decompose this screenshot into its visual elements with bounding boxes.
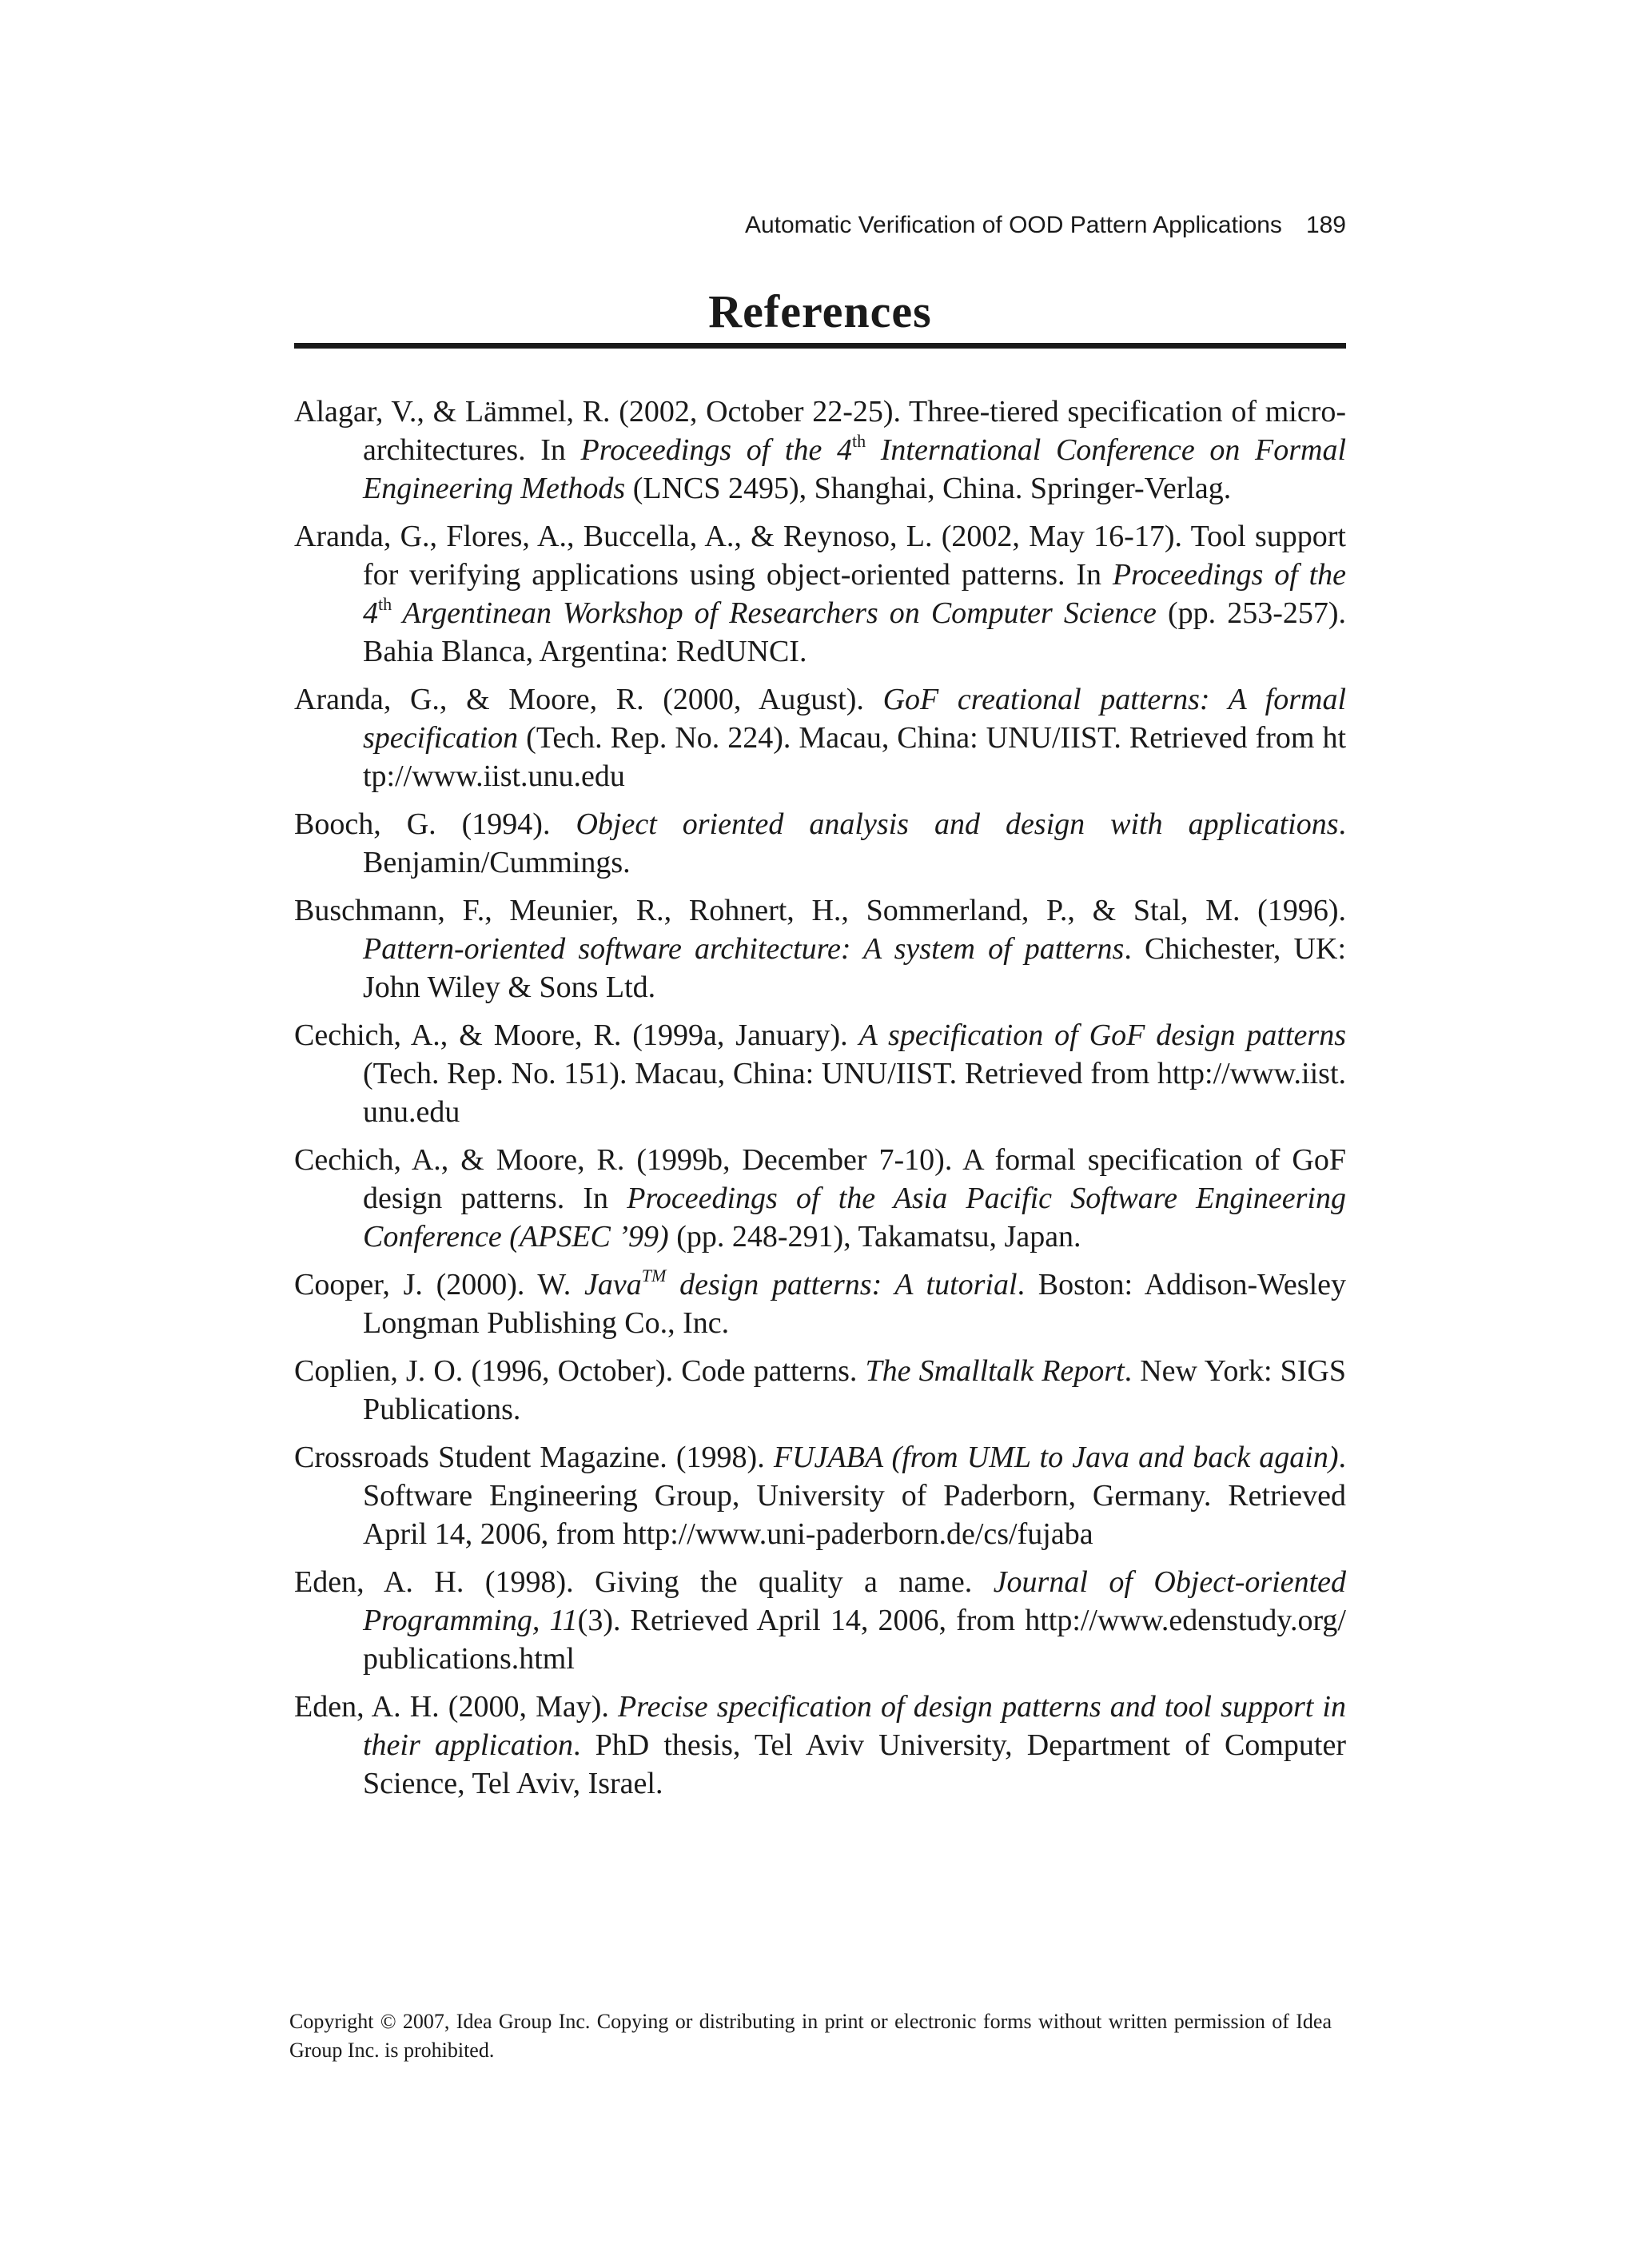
reference-italic: Proceedings of the 4 bbox=[580, 433, 852, 467]
reference-italic: Journal of Object-oriented Programming, 11 bbox=[363, 1565, 1346, 1637]
trademark-superscript: TM bbox=[641, 1266, 667, 1286]
reference-italic: Object oriented analysis and design with applications bbox=[576, 807, 1339, 841]
reference-url: http://www.iist.unu.edu bbox=[363, 721, 1346, 793]
title-rule bbox=[294, 343, 1346, 349]
reference-italic: International Conference on Formal Engineering Methods bbox=[363, 433, 1346, 505]
reference-italic: Precise specification of design patterns and tool support in their application bbox=[363, 1690, 1346, 1762]
reference-entry bbox=[294, 1016, 1346, 1131]
reference-superscript: th bbox=[378, 594, 392, 615]
reference-italic: design patterns: A tutorial bbox=[666, 1268, 1018, 1301]
reference-entry bbox=[294, 891, 1346, 1006]
reference-italic: Pattern-oriented software architecture: A system of patterns bbox=[363, 932, 1125, 966]
reference-entry bbox=[294, 1688, 1346, 1803]
reference-italic: Proceedings of the 4 bbox=[363, 558, 1347, 630]
running-head-title: Automatic Verification of OOD Pattern Applications bbox=[744, 212, 1282, 238]
reference-text: Crossroads Student Magazine. (1998). bbox=[294, 1441, 774, 1474]
reference-text: (Tech. Rep. No. 224). Macau, China: UNU/IIST. Retrieved from bbox=[518, 721, 1323, 755]
reference-text: Cechich, A., & Moore, R. (1999b, December 7-10). A formal specification of GoF design patterns. In bbox=[294, 1143, 1346, 1215]
reference-entry bbox=[294, 680, 1346, 795]
reference-url: http://www.edenstudy.org/publications.html bbox=[363, 1604, 1346, 1676]
reference-text: (Tech. Rep. No. 151). Macau, China: UNU/IIST. Retrieved from bbox=[363, 1057, 1157, 1090]
reference-text: (pp. 248-291), Takamatsu, Japan. bbox=[668, 1220, 1081, 1254]
reference-text: . Chichester, UK: John Wiley & Sons Ltd. bbox=[363, 932, 1346, 1004]
reference-italic: GoF creational patterns: A formal specification bbox=[363, 683, 1347, 755]
reference-url: http://www.uni-paderborn.de/cs/fujaba bbox=[623, 1517, 1093, 1551]
reference-text: Alagar, V., & Lämmel, R. (2002, October 22-25). Three-tiered specification of micro-architectures. In bbox=[294, 395, 1346, 467]
reference-text: Eden, A. H. (1998). Giving the quality a name. bbox=[294, 1565, 994, 1599]
reference-text: Cooper, J. (2000). W. bbox=[294, 1268, 585, 1301]
section-title: References bbox=[708, 285, 932, 337]
reference-text: . New York: SIGS Publications. bbox=[363, 1354, 1346, 1426]
reference-text: (LNCS 2495), Shanghai, China. Springer-Verlag. bbox=[625, 472, 1232, 505]
reference-italic: Java bbox=[584, 1268, 642, 1301]
reference-text: (3). Retrieved April 14, 2006, from bbox=[577, 1604, 1026, 1637]
reference-text: Aranda, G., Flores, A., Buccella, A., & Reynoso, L. (2002, May 16-17). Tool support for verifying applications using object-oriented patterns. In bbox=[294, 520, 1346, 592]
reference-text: . Boston: Addison-Wesley Longman Publishing Co., Inc. bbox=[363, 1268, 1347, 1340]
reference-entry bbox=[294, 517, 1346, 671]
reference-text: Booch, G. (1994). bbox=[294, 807, 576, 841]
reference-italic: Proceedings of the Asia Pacific Software Engineering Conference (APSEC ’99) bbox=[363, 1182, 1346, 1254]
reference-entry bbox=[294, 1352, 1346, 1429]
reference-text: (pp. 253-257). Bahia Blanca, Argentina: RedUNCI. bbox=[363, 596, 1347, 668]
reference-text: Eden, A. H. (2000, May). bbox=[294, 1690, 619, 1724]
reference-entry bbox=[294, 1266, 1346, 1342]
reference-entry bbox=[294, 1141, 1346, 1256]
reference-entry bbox=[294, 1438, 1346, 1553]
reference-text: Aranda, G., & Moore, R. (2000, August). bbox=[294, 683, 883, 716]
copyright-notice: Copyright © 2007, Idea Group Inc. Copying or distributing in print or electronic forms without written permission of Idea Group Inc. is prohibited. bbox=[289, 2010, 1332, 2062]
reference-italic: The Smalltalk Report bbox=[865, 1354, 1125, 1388]
running-head bbox=[294, 209, 1346, 241]
reference-entry bbox=[294, 393, 1346, 508]
reference-text: . Software Engineering Group, University of Paderborn, Germany. Retrieved April 14, 2006, from bbox=[363, 1441, 1347, 1551]
reference-entry bbox=[294, 1563, 1346, 1678]
reference-superscript: th bbox=[852, 431, 866, 452]
reference-text: . PhD thesis, Tel Aviv University, Department of Computer Science, Tel Aviv, Israel. bbox=[363, 1728, 1346, 1800]
reference-url: http://www.iist.unu.edu bbox=[363, 1057, 1346, 1129]
reference-text: Cechich, A., & Moore, R. (1999a, January). bbox=[294, 1018, 859, 1052]
reference-text: . Benjamin/Cummings. bbox=[363, 807, 1346, 879]
reference-entry bbox=[294, 805, 1346, 882]
reference-list bbox=[294, 393, 1346, 1812]
reference-italic: FUJABA (from UML to Java and back again) bbox=[773, 1441, 1339, 1474]
reference-italic: Argentinean Workshop of Researchers on Computer Science bbox=[392, 596, 1157, 630]
reference-text: Buschmann, F., Meunier, R., Rohnert, H., Sommerland, P., & Stal, M. (1996). bbox=[294, 894, 1346, 927]
reference-text: Coplien, J. O. (1996, October). Code patterns. bbox=[294, 1354, 866, 1388]
reference-italic: A specification of GoF design patterns bbox=[858, 1018, 1346, 1052]
page-number: 189 bbox=[1305, 212, 1346, 238]
